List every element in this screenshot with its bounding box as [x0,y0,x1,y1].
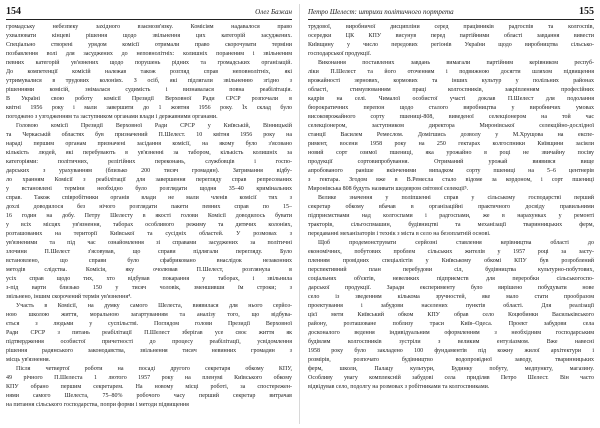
left-text-line: 16 годин на добу. Петру Шелесту в якості голови Комісії доводилось бувати [6,213,292,219]
left-text-line: місць ув'язнення. [6,357,51,363]
right-page [308,6,594,424]
right-text-line: відвідував село, подолгу на розмовах з робітниками та колгоспниками. [308,384,490,390]
right-text-line: підприємствами над колгоспами і радгоспами, же в нарахунках у ремонті [308,213,594,219]
right-text-line: селекціонером, заступником директора Миронівської селекційно-дослідної [308,123,594,129]
right-text-line: перспективний план перебудови сіл, будівництва культурно-побутових, [308,267,594,273]
page-gutter [299,4,300,424]
left-text-line: рішення радянського законодавства, звільнення тисяч невинних громадян з [6,348,292,354]
left-text-line: розташованих на території Київської та сусідніх областей. У розмовах з [6,231,292,237]
left-page [6,6,292,424]
right-text-line: передаванні механізаторів і технік з міста в село на безоплатній основі. [308,231,491,237]
left-text-line: кількість людей, які перебувають в ув'язненні за табором, кількість колишніх за [6,150,292,156]
right-text-line: з гектара. Згодом вже в В.Ремесла стало відоме за кордоном, і сорт пшениці [308,177,594,183]
left-text-line: До компетенції комісій належав також розгляд справ неповнолітніх, які [6,69,292,75]
left-text-line: КПУ обрано першим секретарем. На новому місці роботі, за спостережен- [6,384,292,390]
right-text-line: будівлям колгоспників зустріли з великим ентузіазмом. Вже навесні [308,339,594,345]
left-text-line: нараді першим органам призначені засідання комісії, на якому було з'ясовано [6,141,292,147]
left-page-body [6,20,292,410]
left-text-line: у всіх місцях ув'язнення, таборах особливого режиму та дитячих колоніях, [6,222,292,228]
left-text-line: В Україні свою роботу комісії Президії Верховної Ради СРСР розпочали в [6,96,292,102]
right-text-line: Щоб продемонструвати серйозні ставлення керівництва області до [318,240,594,246]
right-text-line: розмірів, розпочато будівництво водопровідної заводу, тваринницьких [308,357,594,363]
left-text-line: ною школою життя, моральною загартуванням та аналізу того, що відбува- [6,312,292,318]
right-text-line: Велике значення у поліпшенні справ у сільському господарстві перший [318,195,594,201]
right-text-line: апробованого раніше вкінченими випадком сорту пшениці на 5–6 центнерів [308,168,594,174]
right-text-line: трудової, виробничої дисципліни серед працівників радгоспів та колгоспів, [308,24,594,30]
left-text-line: Ради СРСР з питань реабілітації П.Шелест зберігав усе своє життя як [6,330,292,336]
left-text-line: підтвердження особистої причетності до процесу реабілітації, усвідомлення [6,339,292,345]
left-text-line: методів слідства. Комісія, яку очолював П.Шелест, розглянула в [6,267,292,273]
right-page-header [308,6,594,20]
right-text-line: станції Василем Ремеслом. Домігшись дозволу у М.Хрущова на експе- [308,132,594,138]
left-text-line: нями самого Шелеста, 75–80% робочого часу перший секретар витрачав [6,393,292,399]
left-text-line: квітні 1956 року і мали завершити до 1 жовтня 1956 року. Їх склад було [6,105,292,111]
right-text-line: секретар обкому вбачав в організаційні практичного досвіду правильними [308,204,594,210]
left-text-line: у встановлені терміни необхідно було розглядати щодня 35–40 кримінальних [6,186,292,192]
left-text-line: ло хранням Комісії з реабілітації для завершення перегляду справ репресованих [6,177,292,183]
right-text-line: району, розташоване поблизу траси Київ–Одеса. Проект забудови села [308,321,594,327]
left-text-line: з-під варти близько 150 у тисяч чоловік, зменшивши їм строки; з [6,285,292,291]
left-text-line: встановлено, що справи було сфабриковано внаслідок незаконних [6,258,292,264]
left-text-line: звільнено, іншим скорочений термін ув'язнення⁴. [6,294,132,300]
left-text-line: Після четвертої роботи на посаді другого секретаря обкому КПУ, [16,366,292,372]
left-page-number: 154 [6,6,21,17]
right-text-line: Особливу увагу комплексній забудові села приділяв Петро Шелест. Він часто [308,375,594,381]
right-text-line: кадрів на селі. Чималої особистої участі доклав П.Шелест для подолання [308,96,594,102]
left-text-line: Головою комісії Президії Верховної Ради СРСР у Київській, Вінницькій [16,123,292,129]
right-text-line: ліки П.Шелест та його оточенням і подвижною досягти шляхом підвищення [308,69,594,75]
left-text-line: погоджено з узгодженням та заступником органами влади і державними органами. [6,114,218,120]
left-text-line: злочини П.Шелест з'ясовував, що справи підлягали перегляду. Було [6,249,292,255]
right-text-line: економічних, побутових проблем сільських жителів у 1957 році за засту- [308,249,594,255]
left-text-line: справ. Також співробітники органів влади не мали членів комісії тих з [6,195,292,201]
right-text-line: бюрократичних перепон щодо сталого виробництва у виробничих умовах [308,105,594,111]
right-text-line: село із зведенням кількома зручностей, яке мало стати прообразом [308,294,594,300]
right-text-line: проектування і забудови населених пунктів області. Для реалізації [308,303,594,309]
left-text-line: ув'язненими та під час ознайомлення зі справами засуджених за політичні [6,240,292,246]
right-text-line: осередки ЦК КПУ висунув перед партійними області завдання вивести [308,33,594,39]
left-text-line: Спеціально створені урядом комісії отримали право скорочувати терміни [6,42,292,48]
left-text-line: ється з людьми у суспільстві. Поглядом голови Президії Верховної [6,321,292,327]
right-text-line: високоврожайного сорту пшениці-808, виведеної селекціонером на той час [308,114,594,120]
left-text-line: на питання сільського господарства, попри форми і методи підвищення [6,402,189,408]
right-text-line: Миронівська 808 будуть називати шедевром світової селекції⁵. [308,186,469,192]
right-text-line: 1958 року було закладено 100 фундаментів під кожну жилої архітектури і [308,348,594,354]
right-text-line: новий сорт озимої пшениці, яка урожайно в році не звичайну посіву [308,150,594,156]
right-page-number: 155 [579,6,594,17]
right-text-line: ферм, школи, Палацу культури, Будинку побуту, медпункту, магазину. [308,366,594,372]
right-text-line: області, стимулюванням праці колгоспників, закріпленням професійних [308,87,594,93]
left-text-line: позбавлення волі для засуджених до неповнолітніх: колишніх пораненим і звільненим [6,51,292,57]
right-text-line: римент, восени 1958 року на 250 гектарах колгоспники Київщини засіяли [308,141,594,147]
right-text-line: соціальних об'єктів, невеликих підприємств для переробки сільськогоспо- [308,276,594,282]
right-text-line: пленням провідних спеціалістів у Київському обкомі КПУ був розроблений [308,258,594,264]
left-text-line: дохлі доводилося без нічого розглядати пакети певних справ по 15– [6,204,292,210]
right-text-line: врожайності зернових, кормових та інших культур у полільних районах [308,78,594,84]
left-text-line: усіх справ щодо тих, хто відбував покарання у таборах, і звільнила [6,276,292,282]
right-text-line: господарської продукції. [308,51,372,57]
right-text-line: продукції сортовипробування. Отриманий урожай виявився вище [308,159,594,165]
left-text-line: та Черкаській областях був призначений П.Шелест. 10 квітня 1956 року на [6,132,292,138]
left-text-line: 49 річного П.Шелеста 1 лютого 1957 року на пленумі Київського обкому [6,375,292,381]
right-text-line: Київщину у число передових регіонів України щодо виробництва сільсько- [308,42,594,48]
left-text-line: Участь в Комісії, на думку самого Шелеста, виявилася для нього серйоз- [16,303,292,309]
left-text-line: ухвалювати кінцеві рішення щодо звільнення цих категорій засуджених. [6,33,292,39]
right-text-line: Виконання поставлених завдань вимагали партійним керівником респуб- [318,60,594,66]
right-running-title: Петро Шелест: штрихи політичного портрета [308,8,454,16]
left-text-line: певних категорій ув'язнених щодо порушень рідних та громадських організацій. [6,60,292,66]
left-text-line: рішеннями комісій, знімалася судимість і визнавалася повна реабілітація. [6,87,292,93]
left-text-line: дарських з урахуванням (близько 200 тисяч громадян). Затримання відбу- [6,168,292,174]
left-text-line: утримувалися в трудових колоніях. З осіб, які підлягали звільненню згідно з [6,78,292,84]
left-running-title: Олег Бажан [255,8,292,16]
right-page-body [308,20,594,392]
right-text-line: тракторів, сільгоспмашин, будівництві та механізації тваринницьких ферм, [308,222,594,228]
right-text-line: досконалого ведення індивідуальним оформленням з необхідним господарським [308,330,594,336]
right-text-line: дарської продукції. Заради експерименту було вирішено побудувати нове [308,285,594,291]
left-text-line: громадську небезпеку західного взаємозв'язку. Комісіям надавалося право [6,24,292,30]
left-page-header [6,6,292,20]
left-text-line: категоріями: політичних, релігійних переконань, службовців і госпо- [6,159,292,165]
right-text-line: цієї мети Київський обком КПУ обрав село Коцюбинки Васильківського [308,312,594,318]
